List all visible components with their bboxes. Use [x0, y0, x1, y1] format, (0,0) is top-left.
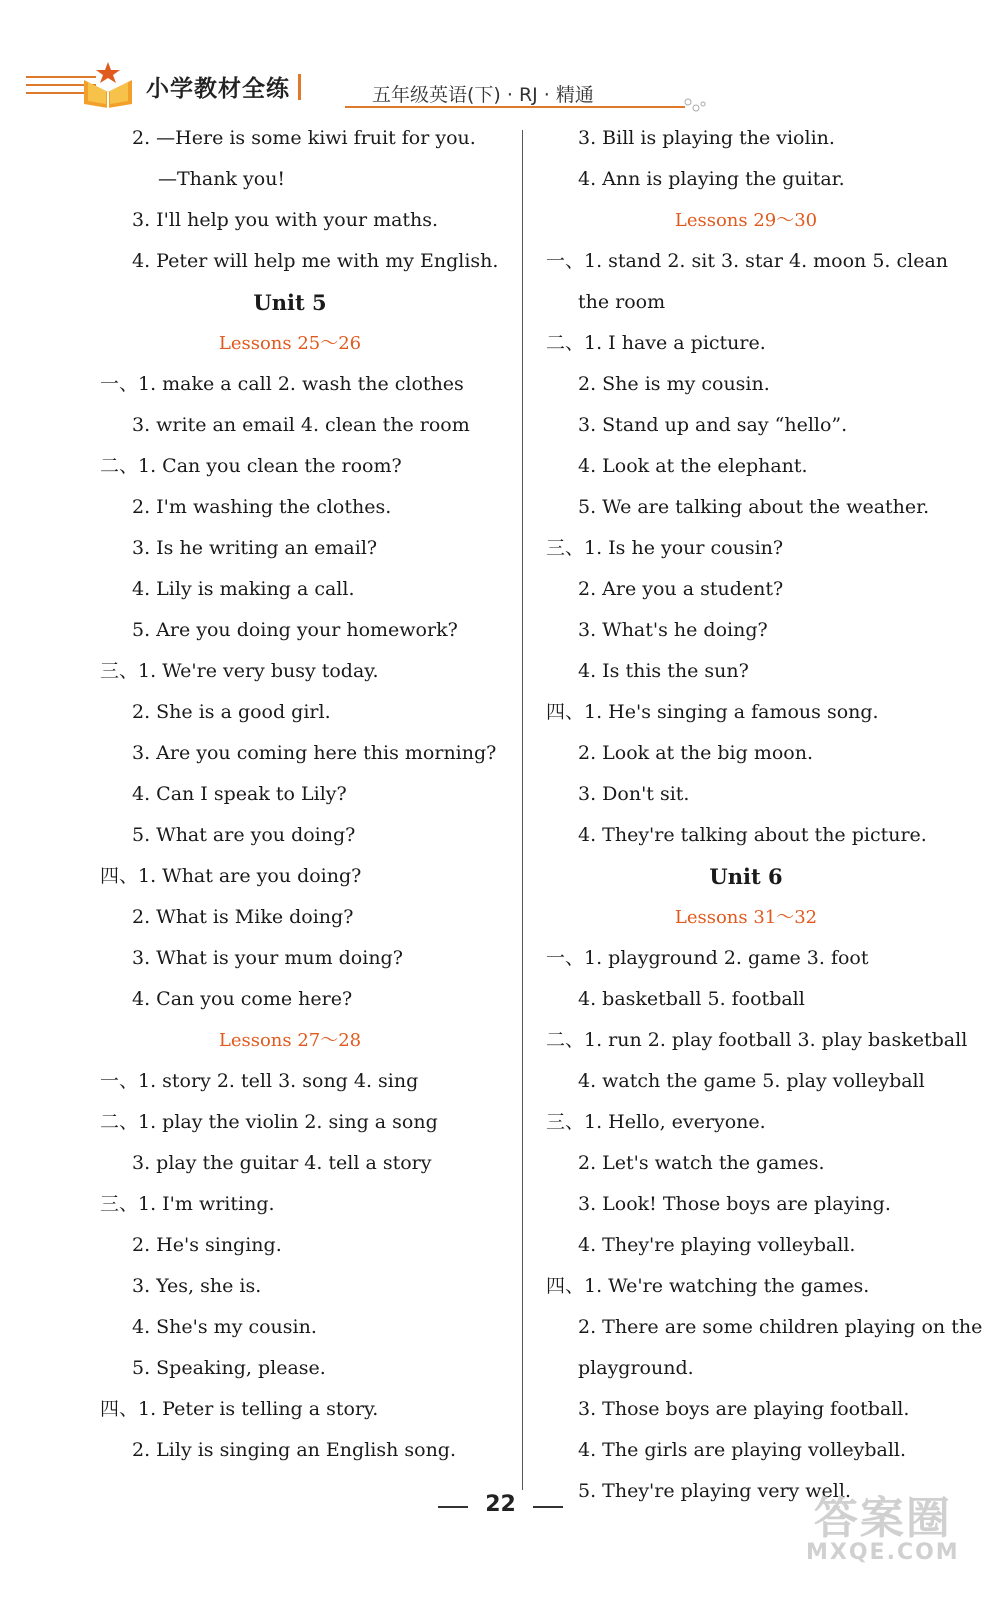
- watermark: [806, 1482, 960, 1565]
- answer-line: 4. Peter will help me with my English.: [132, 250, 499, 272]
- answer-line: playground.: [578, 1357, 694, 1379]
- answer-line: 2. He's singing.: [132, 1234, 282, 1256]
- header-rule: [345, 106, 685, 108]
- answer-line: 4. Lily is making a call.: [132, 578, 355, 600]
- answer-line: 3. What is your mum doing?: [132, 947, 403, 969]
- answer-line: 5. Are you doing your homework?: [132, 619, 458, 641]
- page-number: 22: [485, 1492, 516, 1517]
- answer-line: 四、1. Peter is telling a story.: [100, 1398, 379, 1420]
- answer-line: 3. Bill is playing the violin.: [578, 127, 835, 149]
- answer-line: 2. —Here is some kiwi fruit for you.: [132, 127, 476, 149]
- answer-line: 5. Speaking, please.: [132, 1357, 326, 1379]
- answer-line: the room: [578, 291, 666, 313]
- answer-line: 4. She's my cousin.: [132, 1316, 317, 1338]
- answer-line: 3. Look! Those boys are playing.: [578, 1193, 891, 1215]
- answer-line: 2. What is Mike doing?: [132, 906, 354, 928]
- answer-line: 4. Can you come here?: [132, 988, 353, 1010]
- column-divider: [522, 130, 523, 1490]
- answer-line: 4. Can I speak to Lily?: [132, 783, 347, 805]
- answer-line: 一、1. story 2. tell 3. song 4. sing: [100, 1070, 419, 1092]
- answer-line: 3. Those boys are playing football.: [578, 1398, 910, 1420]
- answer-line: 3. Yes, she is.: [132, 1275, 262, 1297]
- answer-line: 3. write an email 4. clean the room: [132, 414, 470, 436]
- answer-line: 2. Look at the big moon.: [578, 742, 813, 764]
- answer-line: 二、1. play the violin 2. sing a song: [100, 1111, 438, 1133]
- answer-line: 4. The girls are playing volleyball.: [578, 1439, 907, 1461]
- answer-column-right: [526, 118, 983, 1512]
- answer-line: 4. Is this the sun?: [578, 660, 749, 682]
- answer-line: 二、1. run 2. play football 3. play basketball: [546, 1029, 968, 1051]
- unit-heading: Unit 5: [253, 290, 327, 315]
- answer-line: 3. play the guitar 4. tell a story: [132, 1152, 432, 1174]
- answer-line: 5. What are you doing?: [132, 824, 356, 846]
- watermark-url: MXQE.COM: [806, 1540, 960, 1565]
- footer-dash-right: [533, 1506, 563, 1508]
- answer-line: 3. Is he writing an email?: [132, 537, 378, 559]
- answer-line: 4. They're talking about the picture.: [578, 824, 927, 846]
- answer-line: 四、1. He's singing a famous song.: [546, 701, 879, 723]
- open-book-star-icon: [80, 58, 136, 110]
- decorative-dots-icon: [684, 98, 706, 114]
- watermark-main: 答案圈: [813, 1493, 952, 1544]
- answer-line: 2. Let's watch the games.: [578, 1152, 825, 1174]
- answer-line: 一、1. playground 2. game 3. foot: [546, 947, 869, 969]
- brand-title: 小学教材全练: [146, 76, 290, 102]
- unit-heading: Unit 6: [709, 864, 783, 889]
- answer-line: 四、1. We're watching the games.: [546, 1275, 870, 1297]
- brand-separator: [298, 74, 301, 100]
- lesson-heading: Lessons 27～28: [218, 1030, 362, 1051]
- book-subtitle: 五年级英语(下) · RJ · 精通: [372, 84, 594, 106]
- lesson-heading: Lessons 25～26: [218, 333, 362, 354]
- answer-line: 5. They're playing very well.: [578, 1480, 851, 1502]
- answer-line: 4. watch the game 5. play volleyball: [578, 1070, 925, 1092]
- lesson-heading: Lessons 31～32: [674, 907, 818, 928]
- answer-line: 2. There are some children playing on the: [578, 1316, 983, 1338]
- answer-line: 4. Look at the elephant.: [578, 455, 808, 477]
- answer-line: 三、1. We're very busy today.: [100, 660, 379, 682]
- answer-line: 2. Lily is singing an English song.: [132, 1439, 457, 1461]
- answer-line: 2. She is my cousin.: [578, 373, 770, 395]
- answer-line: 3. Don't sit.: [578, 783, 690, 805]
- page-header: [0, 0, 1001, 120]
- answer-line: —Thank you!: [158, 168, 286, 190]
- answer-line: 2. Are you a student?: [578, 578, 784, 600]
- answer-line: 三、1. Hello, everyone.: [546, 1111, 766, 1133]
- answer-line: 一、1. stand 2. sit 3. star 4. moon 5. clean: [546, 250, 949, 272]
- answer-line: 3. Stand up and say “hello”.: [578, 414, 848, 436]
- answer-line: 3. I'll help you with your maths.: [132, 209, 439, 231]
- answer-line: 2. I'm washing the clothes.: [132, 496, 392, 518]
- lesson-heading: Lessons 29～30: [674, 210, 818, 231]
- answer-line: 4. They're playing volleyball.: [578, 1234, 856, 1256]
- answer-line: 4. basketball 5. football: [578, 988, 805, 1010]
- answer-column-left: [80, 118, 500, 1471]
- answer-line: 三、1. Is he your cousin?: [546, 537, 784, 559]
- answer-line: 3. Are you coming here this morning?: [132, 742, 497, 764]
- answer-line: 四、1. What are you doing?: [100, 865, 362, 887]
- answer-line: 2. She is a good girl.: [132, 701, 331, 723]
- answer-line: 4. Ann is playing the guitar.: [578, 168, 845, 190]
- answer-line: 二、1. I have a picture.: [546, 332, 766, 354]
- answer-line: 三、1. I'm writing.: [100, 1193, 275, 1215]
- answer-line: 二、1. Can you clean the room?: [100, 455, 402, 477]
- answer-line: 一、1. make a call 2. wash the clothes: [100, 373, 464, 395]
- footer-dash-left: [438, 1506, 468, 1508]
- answer-line: 5. We are talking about the weather.: [578, 496, 930, 518]
- answer-line: 3. What's he doing?: [578, 619, 768, 641]
